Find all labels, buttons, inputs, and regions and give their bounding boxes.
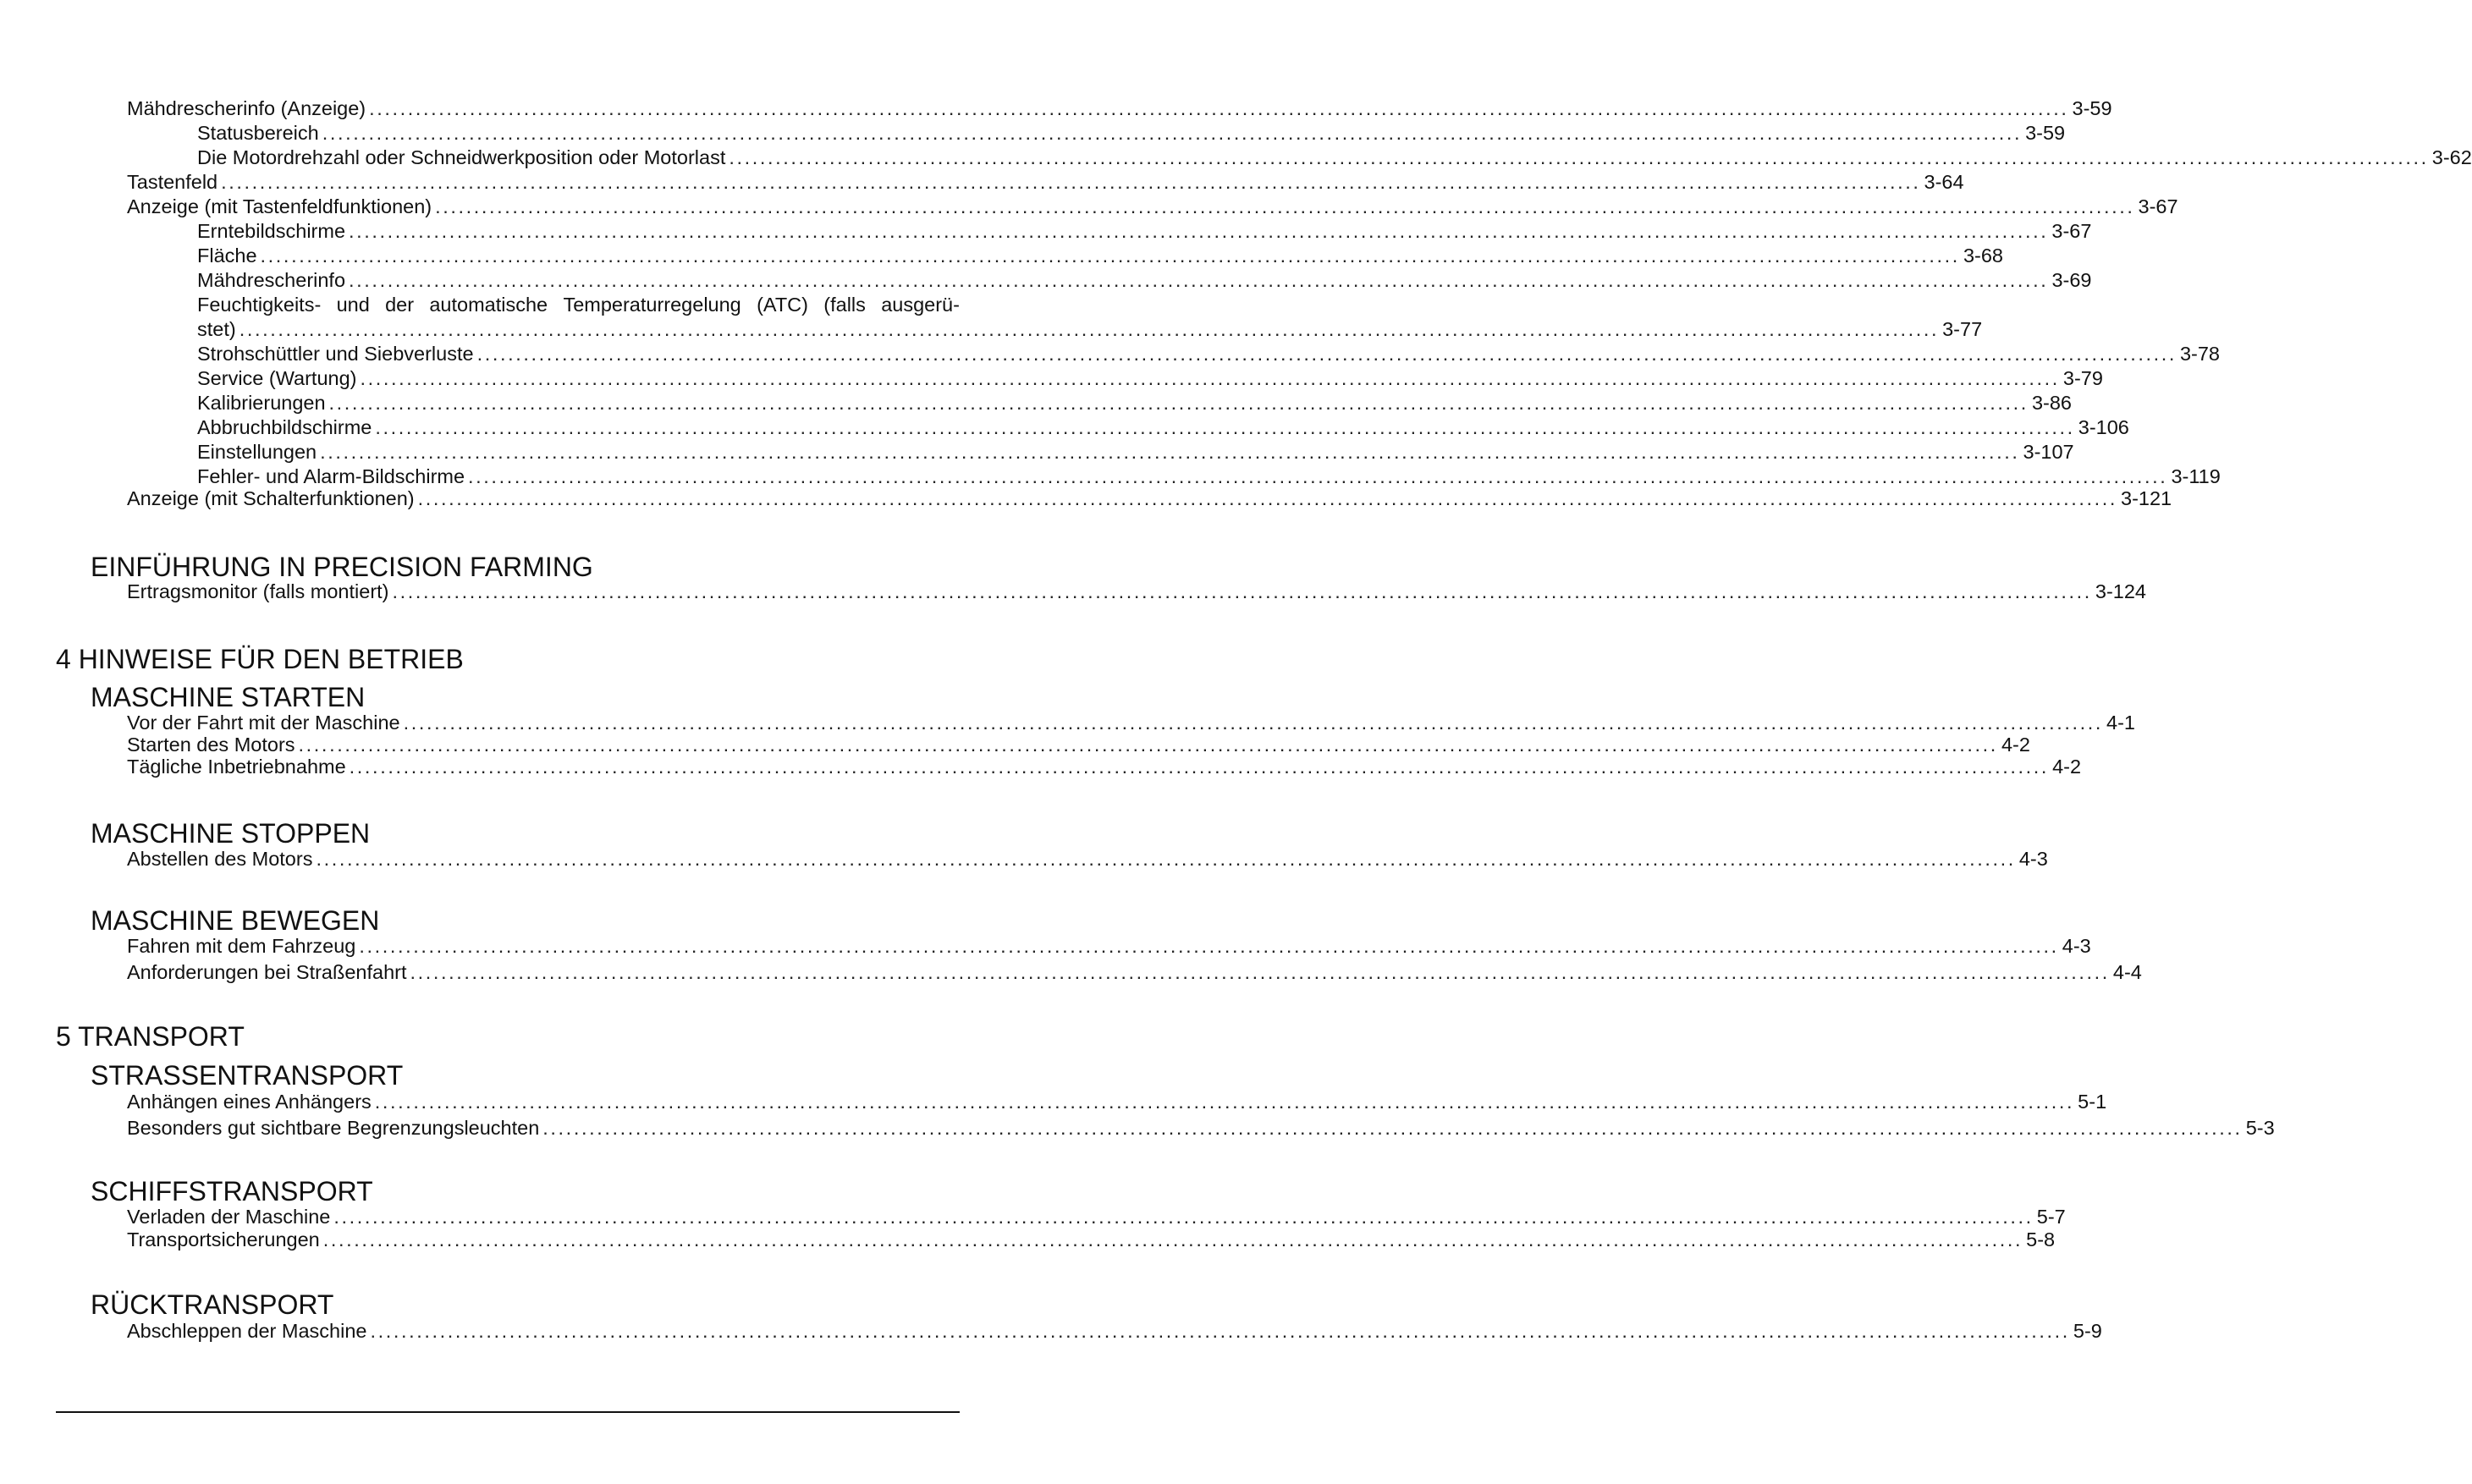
toc-entry[interactable] — [0, 1228, 2056, 1251]
section-heading: RÜCKTRANSPORT — [91, 1289, 334, 1320]
toc-entry-label: Abbruchbildschirme — [197, 416, 372, 438]
toc-entry-page: 3-62 — [2431, 146, 2472, 168]
toc-entry-page: 3-67 — [2138, 195, 2178, 217]
toc-entry[interactable] — [0, 486, 2172, 510]
toc-entry-label: Die Motordrehzahl oder Schneidwerkposition oder Motorlast — [197, 146, 726, 168]
toc-entry-label: Statusbereich — [197, 122, 319, 144]
toc-entry-page: 3-59 — [2072, 97, 2112, 119]
toc-entry[interactable] — [0, 580, 2146, 603]
toc-entry-label: Anhängen eines Anhängers — [127, 1091, 372, 1113]
toc-entry-page: 3-121 — [2121, 487, 2172, 509]
toc-entry-label: Mähdrescherinfo (Anzeige) — [127, 97, 366, 119]
toc-entry[interactable] — [0, 317, 1983, 341]
dot-leader: ............................................................................................................................................................................................................................ — [369, 97, 2069, 119]
toc-entry-page: 4-2 — [2052, 756, 2082, 778]
toc-entry-page: 4-4 — [2112, 961, 2142, 983]
toc-entry-page: 3-64 — [1924, 171, 1964, 193]
toc-entry[interactable] — [0, 755, 2082, 778]
dot-leader: ............................................................................................................................................................................................................................ — [417, 487, 2118, 509]
toc-entry[interactable] — [0, 464, 2221, 488]
toc-entry[interactable] — [0, 121, 2066, 145]
dot-leader: ............................................................................................................................................................................................................................ — [349, 269, 2049, 291]
toc-entry-word: (falls — [823, 294, 866, 316]
toc-entry-label: Mähdrescherinfo — [197, 269, 346, 291]
toc-entry-page: 4-2 — [2001, 734, 2030, 756]
toc-entry[interactable] — [0, 342, 2221, 366]
toc-entry[interactable] — [0, 711, 2135, 734]
dot-leader: ............................................................................................................................................................................................................................ — [729, 146, 2429, 168]
toc-entry-page: 5-7 — [2036, 1206, 2066, 1228]
dot-leader: ............................................................................................................................................................................................................................ — [435, 195, 2135, 217]
toc-entry[interactable] — [0, 1205, 2066, 1228]
toc-entry[interactable] — [0, 733, 2030, 756]
toc-entry[interactable] — [0, 195, 2178, 218]
toc-entry[interactable] — [0, 1090, 2107, 1113]
toc-entry-word: der — [385, 294, 415, 316]
toc-entry[interactable] — [0, 415, 2129, 439]
toc-entry-label: Tastenfeld — [127, 171, 218, 193]
toc-entry-wrapped-line[interactable] — [197, 293, 960, 316]
toc-entry-page: 3-68 — [1963, 245, 2003, 267]
toc-entry-page: 5-9 — [2073, 1320, 2102, 1342]
toc-entry[interactable] — [0, 268, 2092, 292]
toc-entry-page: 3-119 — [2171, 465, 2221, 487]
toc-entry-page: 3-124 — [2095, 580, 2146, 602]
toc-entry[interactable] — [0, 960, 2142, 984]
toc-entry-word: automatische — [429, 294, 548, 316]
toc-entry[interactable] — [0, 1116, 2275, 1140]
toc-entry-label: Fehler- und Alarm-Bildschirme — [197, 465, 465, 487]
toc-entry-page: 3-107 — [2023, 441, 2074, 463]
toc-entry[interactable] — [0, 146, 2472, 169]
toc-entry[interactable] — [0, 934, 2091, 958]
dot-leader: ............................................................................................................................................................................................................................ — [316, 848, 2016, 870]
section-heading: SCHIFFSTRANSPORT — [91, 1176, 373, 1206]
dot-leader: ............................................................................................................................................................................................................................ — [370, 1320, 2070, 1342]
dot-leader: ............................................................................................................................................................................................................................ — [328, 392, 2029, 414]
chapter-heading: 5 TRANSPORT — [56, 1021, 245, 1052]
section-heading: MASCHINE STARTEN — [91, 682, 366, 712]
section-heading: STRASSENTRANSPORT — [91, 1060, 404, 1091]
toc-entry-label: Fahren mit dem Fahrzeug — [127, 935, 356, 957]
toc-entry-label: Fläche — [197, 245, 257, 267]
dot-leader: ............................................................................................................................................................................................................................ — [542, 1117, 2243, 1139]
dot-leader: ............................................................................................................................................................................................................................ — [333, 1206, 2034, 1228]
toc-entry[interactable] — [0, 219, 2092, 243]
toc-entry-page: 3-59 — [2025, 122, 2066, 144]
dot-leader: ............................................................................................................................................................................................................................ — [322, 122, 2023, 144]
toc-entry[interactable] — [0, 1319, 2102, 1343]
toc-entry-word: und — [336, 294, 370, 316]
chapter-heading: 4 HINWEISE FÜR DEN BETRIEB — [56, 644, 464, 674]
toc-entry-page: 3-106 — [2078, 416, 2129, 438]
dot-leader: ............................................................................................................................................................................................................................ — [374, 1091, 2075, 1113]
toc-entry-page: 4-1 — [2106, 712, 2135, 734]
dot-leader: ............................................................................................................................................................................................................................ — [375, 416, 2075, 438]
toc-entry-label: Anforderungen bei Straßenfahrt — [127, 961, 407, 983]
toc-entry-page: 4-3 — [2062, 935, 2091, 957]
toc-entry-label: Anzeige (mit Tastenfeldfunktionen) — [127, 195, 432, 217]
toc-entry-word: (ATC) — [757, 294, 808, 316]
toc-entry-label: Erntebildschirme — [197, 220, 346, 242]
toc-entry-label: Kalibrierungen — [197, 392, 326, 414]
toc-entry-page: 5-8 — [2026, 1228, 2056, 1250]
toc-entry-word: ausgerü- — [881, 294, 960, 316]
dot-leader: ............................................................................................................................................................................................................................ — [320, 441, 2020, 463]
toc-entry-label: stet) — [197, 318, 236, 340]
section-heading: MASCHINE STOPPEN — [91, 818, 371, 849]
toc-entry-page: 5-3 — [2245, 1117, 2275, 1139]
toc-entry[interactable] — [0, 244, 2003, 267]
dot-leader: ............................................................................................................................................................................................................................ — [322, 1228, 2023, 1250]
toc-entry-label: Abstellen des Motors — [127, 848, 313, 870]
toc-entry-label: Starten des Motors — [127, 734, 295, 756]
toc-entry-label: Verladen der Maschine — [127, 1206, 331, 1228]
footer-rule — [56, 1411, 960, 1413]
dot-leader: ............................................................................................................................................................................................................................ — [476, 343, 2177, 365]
dot-leader: ............................................................................................................................................................................................................................ — [359, 935, 2059, 957]
dot-leader: ............................................................................................................................................................................................................................ — [349, 220, 2049, 242]
dot-leader: ............................................................................................................................................................................................................................ — [298, 734, 1998, 756]
toc-entry[interactable] — [0, 440, 2074, 464]
toc-entry[interactable] — [0, 847, 2048, 871]
dot-leader: ............................................................................................................................................................................................................................ — [349, 756, 2050, 778]
toc-entry[interactable] — [0, 96, 2112, 120]
toc-entry[interactable] — [0, 391, 2072, 415]
toc-entry-label: Tägliche Inbetriebnahme — [127, 756, 346, 778]
dot-leader: ............................................................................................................................................................................................................................ — [468, 465, 2168, 487]
toc-entry-word: Feuchtigkeits- — [197, 294, 322, 316]
toc-entry-label: Abschleppen der Maschine — [127, 1320, 367, 1342]
toc-entry-page: 3-77 — [1942, 318, 1983, 340]
section-heading: EINFÜHRUNG IN PRECISION FARMING — [91, 552, 593, 582]
dot-leader: ............................................................................................................................................................................................................................ — [260, 245, 1960, 267]
toc-entry-page: 5-1 — [2078, 1091, 2107, 1113]
toc-entry-label: Service (Wartung) — [197, 367, 357, 389]
toc-entry-label: Ertragsmonitor (falls montiert) — [127, 580, 389, 602]
toc-entry-label: Anzeige (mit Schalterfunktionen) — [127, 487, 415, 509]
toc-entry-page: 3-86 — [2031, 392, 2072, 414]
toc-entry[interactable] — [0, 170, 1964, 194]
toc-entry-page: 3-69 — [2051, 269, 2092, 291]
toc-entry[interactable] — [0, 366, 2103, 390]
dot-leader: ............................................................................................................................................................................................................................ — [392, 580, 2092, 602]
toc-entry-label: Transportsicherungen — [127, 1228, 320, 1250]
toc-entry-label: Besonders gut sichtbare Begrenzungsleuchten — [127, 1117, 540, 1139]
dot-leader: ............................................................................................................................................................................................................................ — [239, 318, 1940, 340]
dot-leader: ............................................................................................................................................................................................................................ — [410, 961, 2110, 983]
toc-entry-page: 3-78 — [2179, 343, 2221, 365]
toc-entry-label: Einstellungen — [197, 441, 317, 463]
toc-entry-word: Temperaturregelung — [563, 294, 741, 316]
dot-leader: ............................................................................................................................................................................................................................ — [360, 367, 2060, 389]
toc-entry-page: 3-79 — [2062, 367, 2103, 389]
section-heading: MASCHINE BEWEGEN — [91, 905, 380, 936]
toc-entry-page: 3-67 — [2051, 220, 2092, 242]
toc-entry-label: Vor der Fahrt mit der Maschine — [127, 712, 400, 734]
dot-leader: ............................................................................................................................................................................................................................ — [221, 171, 1921, 193]
toc-entry-page: 4-3 — [2018, 848, 2048, 870]
dot-leader: ............................................................................................................................................................................................................................ — [403, 712, 2103, 734]
toc-entry-label: Strohschüttler und Siebverluste — [197, 343, 474, 365]
